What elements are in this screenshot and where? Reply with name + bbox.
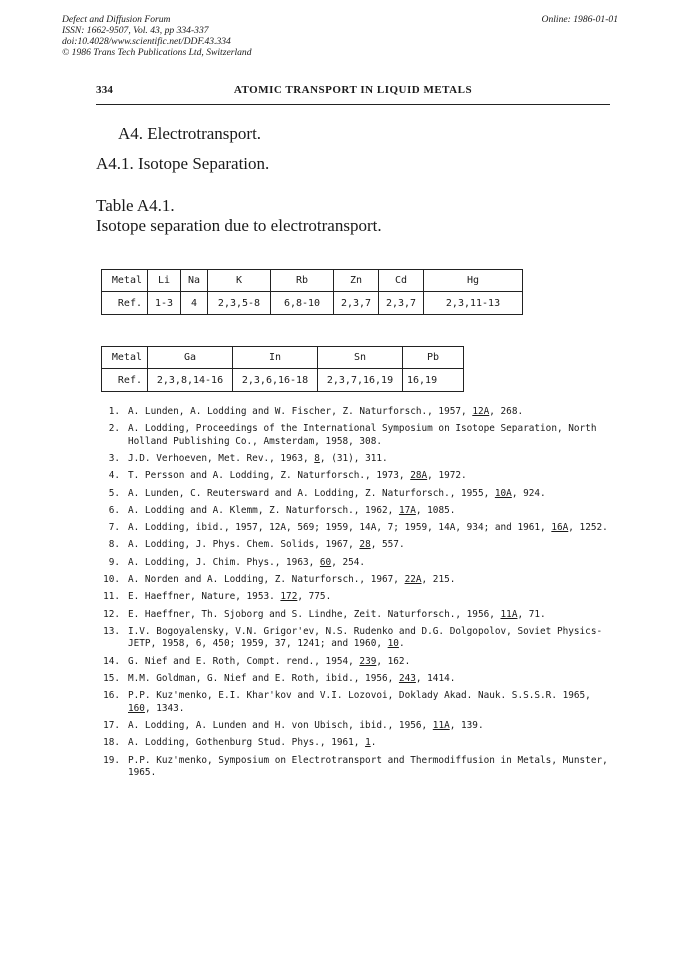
publication-info (62, 14, 618, 58)
list-item (96, 453, 612, 465)
reference-tail: , 924. (511, 487, 546, 499)
reference-number: 16. (103, 690, 120, 702)
reference-tail: , 1085. (415, 504, 456, 516)
reference-text: A. Norden and A. Lodding, Z. Naturforsch., 1967, (128, 574, 405, 586)
reference-volume: 16A (551, 522, 569, 534)
reference-number: 5. (108, 487, 120, 499)
list-item (96, 470, 612, 482)
reference-volume: 11A (432, 719, 450, 731)
list-item (96, 755, 612, 780)
table-cell: 16,19 (403, 369, 464, 392)
table-cell: 6,8-10 (271, 292, 334, 315)
table-cell: 2,3,7 (334, 292, 379, 315)
reference-number: 8. (108, 539, 120, 551)
table-header-row (102, 270, 523, 292)
reference-number: 18. (103, 737, 120, 749)
table-header-row (102, 347, 464, 369)
reference-tail: , 1414. (415, 672, 456, 684)
subsection-heading: A4.1. Isotope Separation. (96, 154, 270, 173)
reference-number: 11. (103, 591, 120, 603)
reference-number: 3. (108, 453, 120, 464)
reference-volume: 10A (494, 487, 512, 499)
reference-text: G. Nief and E. Roth, Compt. rend., 1954, (128, 655, 360, 667)
reference-tail: , 1252. (568, 522, 608, 534)
reference-text: P.P. Kuz'menko, E.I. Khar'kov and V.I. Lozovoi, Doklady Akad. Nauk. S.S.S.R. 1965, (128, 690, 591, 702)
list-item (96, 557, 612, 569)
header-cell: Ga (148, 347, 233, 369)
list-item (96, 626, 612, 651)
header-cell: Rb (271, 270, 334, 292)
reference-text: A. Lodding, ibid., 1957, 12A, 569; 1959, 14A, 7; 1959, 14A, 934; and 1961, (128, 522, 552, 534)
table-cell: 2,3,5-8 (208, 292, 271, 315)
reference-number: 10. (103, 574, 120, 586)
reference-tail: , 162. (376, 655, 411, 667)
reference-text: I.V. Bogoyalensky, V.N. Grigor'ev, N.S. Rudenko and D.G. Dolgopolov, Soviet Physics-JETP, 1958, 6, 450; 1959, 37, 1241; and 1960, (128, 625, 603, 650)
reference-volume: 22A (404, 574, 422, 586)
reference-volume: 28A (410, 470, 428, 482)
reference-number: 2. (108, 423, 120, 435)
reference-volume: 243 (398, 672, 416, 684)
table-cell: 2,3,8,14-16 (148, 369, 233, 392)
header-cell: Zn (334, 270, 379, 292)
reference-text: M.M. Goldman, G. Nief and E. Roth, ibid., 1956, (128, 672, 399, 684)
reference-tail: , 139. (449, 719, 484, 731)
reference-tail: , (31), 311. (319, 453, 388, 464)
reference-number: 9. (108, 556, 120, 568)
reference-volume: 10 (387, 638, 399, 650)
reference-text: A. Lodding, J. Chim. Phys., 1963, (128, 556, 320, 568)
reference-tail: . (398, 638, 405, 650)
list-item (96, 574, 612, 586)
list-item (96, 656, 612, 668)
reference-text: T. Persson and A. Lodding, Z. Naturforsch., 1973, (128, 470, 411, 482)
reference-list (96, 406, 612, 784)
reference-tail: , 775. (297, 591, 332, 603)
header-rule (96, 104, 610, 105)
reference-volume: 12A (472, 406, 490, 417)
reference-number: 6. (108, 504, 120, 516)
list-item (96, 505, 612, 517)
reference-text: J.D. Verhoeven, Met. Rev., 1963, (128, 453, 315, 464)
table-row (102, 292, 523, 315)
header-cell: Li (148, 270, 181, 292)
reference-number: 1. (108, 406, 120, 417)
table-cell: 4 (181, 292, 208, 315)
list-item (96, 690, 612, 715)
list-item (96, 539, 612, 551)
isotope-table-2 (101, 346, 464, 392)
header-cell: K (208, 270, 271, 292)
row-label: Ref. (102, 292, 148, 315)
reference-text: A. Lunden, C. Reutersward and A. Lodding, Z. Naturforsch., 1955, (128, 487, 495, 499)
table-cell: 2,3,11-13 (424, 292, 523, 315)
reference-text: A. Lodding, A. Lunden and H. von Ubisch, ibid., 1956, (128, 719, 433, 731)
reference-tail: , 254. (331, 556, 366, 568)
table-label: Table A4.1. (96, 196, 175, 215)
header-cell: Sn (318, 347, 403, 369)
online-date: Online: 1986-01-01 (541, 14, 618, 25)
table-cell: 2,3,6,16-18 (233, 369, 318, 392)
isotope-table-1 (101, 269, 523, 315)
page-number: 334 (96, 84, 114, 96)
running-title: ATOMIC TRANSPORT IN LIQUID METALS (233, 84, 473, 96)
row-label: Ref. (102, 369, 148, 392)
reference-volume: 60 (319, 556, 332, 568)
reference-volume: 17A (398, 504, 416, 516)
reference-volume: 1 (365, 737, 371, 749)
reference-text: A. Lunden, A. Lodding and W. Fischer, Z. Naturforsch., 1957, (128, 406, 473, 417)
reference-number: 14. (103, 655, 120, 667)
reference-number: 15. (103, 672, 120, 684)
reference-volume: 28 (359, 539, 371, 551)
table-row (102, 369, 464, 392)
reference-text: A. Lodding, Proceedings of the International Symposium on Isotope Separation, North Holland Publishing Co., Amsterdam, 1958, 308. (128, 423, 597, 447)
reference-volume: 239 (359, 655, 377, 667)
header-cell: Metal (102, 270, 148, 292)
reference-tail: , 557. (370, 539, 405, 551)
list-item (96, 720, 612, 732)
reference-number: 17. (103, 719, 120, 731)
list-item (96, 591, 612, 603)
reference-tail: , 71. (517, 608, 546, 620)
table-cell: 1-3 (148, 292, 181, 315)
reference-volume: 172 (280, 591, 298, 603)
reference-number: 4. (108, 470, 120, 482)
table-caption: Isotope separation due to electrotransport. (96, 216, 382, 235)
header-cell: Na (181, 270, 208, 292)
list-item (96, 737, 612, 749)
reference-text: P.P. Kuz'menko, Symposium on Electrotransport and Thermodiffusion in Metals, Munster, 1965. (128, 754, 608, 778)
reference-text: E. Haeffner, Th. Sjoborg and S. Lindhe, Zeit. Naturforsch., 1956, (128, 608, 501, 620)
reference-tail: , 1972. (427, 470, 467, 482)
reference-tail: . (370, 737, 377, 749)
reference-text: A. Lodding and A. Klemm, Z. Naturforsch., 1962, (128, 504, 399, 516)
list-item (96, 423, 612, 448)
reference-volume: 11A (500, 608, 518, 620)
list-item (96, 609, 612, 621)
header-cell: Metal (102, 347, 148, 369)
reference-tail: , 1343. (144, 702, 185, 714)
header-cell: Hg (424, 270, 523, 292)
reference-volume: 160 (128, 702, 145, 714)
section-heading: A4. Electrotransport. (118, 124, 262, 143)
reference-tail: , 215. (421, 574, 456, 586)
reference-text: A. Lodding, Gothenburg Stud. Phys., 1961, (128, 737, 366, 749)
table-cell: 2,3,7 (379, 292, 424, 315)
list-item (96, 406, 612, 418)
list-item (96, 522, 612, 534)
list-item (96, 488, 612, 500)
list-item (96, 673, 612, 685)
reference-number: 13. (103, 625, 120, 637)
reference-text: E. Haeffner, Nature, 1953. (128, 591, 281, 603)
reference-number: 19. (103, 754, 120, 766)
table-cell: 2,3,7,16,19 (318, 369, 403, 392)
reference-tail: , 268. (489, 406, 524, 417)
journal-name: Defect and Diffusion Forum (62, 14, 171, 25)
copyright-line: © 1986 Trans Tech Publications Ltd, Switzerland (62, 47, 252, 58)
reference-number: 7. (108, 522, 120, 534)
doi-line: doi:10.4028/www.scientific.net/DDF.43.334 (62, 36, 231, 47)
reference-number: 12. (103, 608, 120, 620)
reference-text: A. Lodding, J. Phys. Chem. Solids, 1967, (128, 539, 360, 551)
header-cell: Cd (379, 270, 424, 292)
header-cell: Pb (403, 347, 464, 369)
reference-volume: 8 (314, 453, 320, 464)
header-cell: In (233, 347, 318, 369)
issn-line: ISSN: 1662-9507, Vol. 43, pp 334-337 (62, 25, 209, 36)
